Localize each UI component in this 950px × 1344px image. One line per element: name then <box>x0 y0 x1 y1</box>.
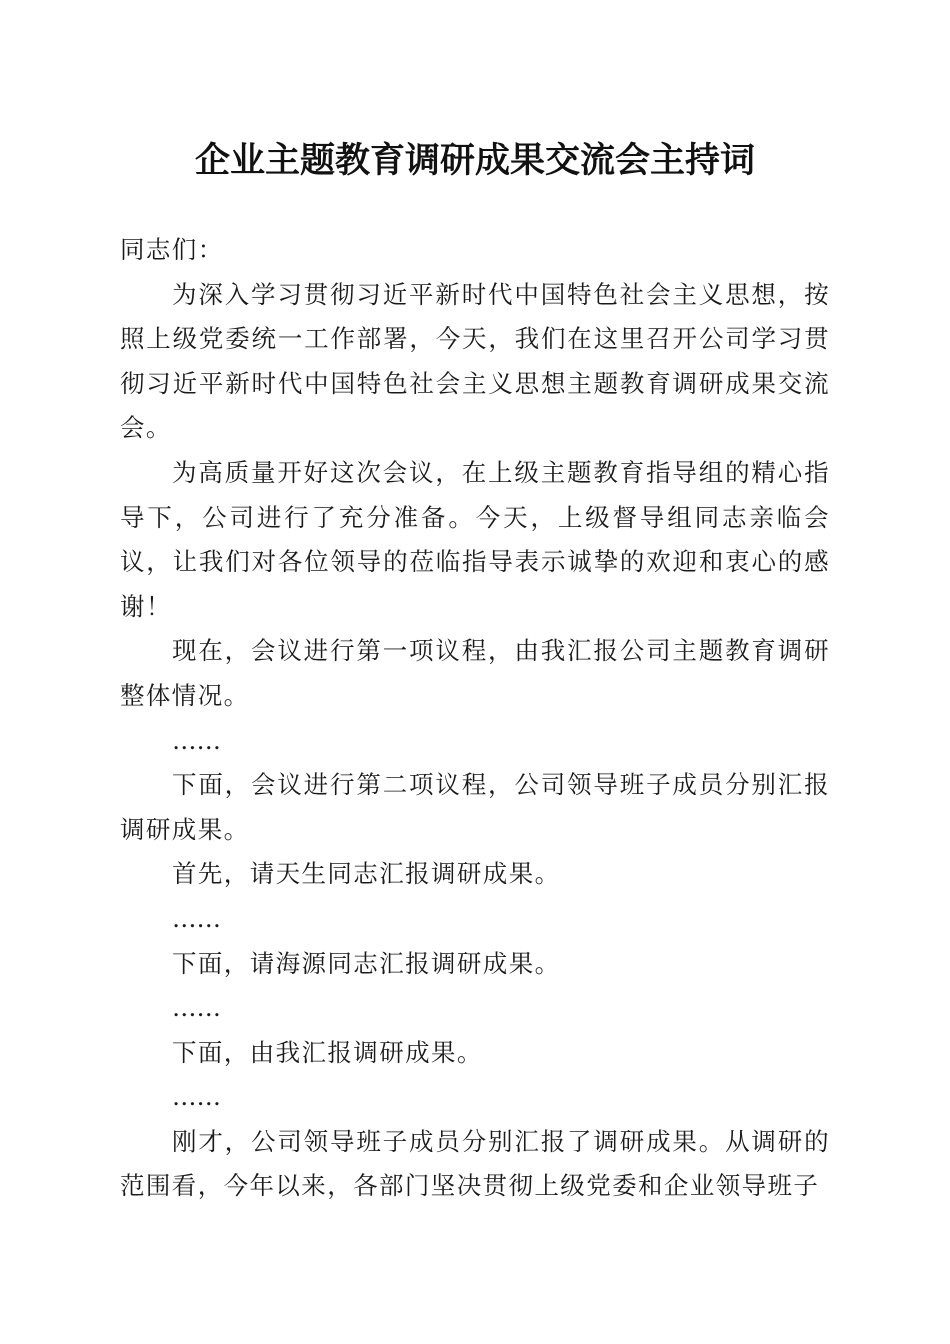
paragraph-agenda-two: 下面，会议进行第二项议程，公司领导班子成员分别汇报调研成果。 <box>120 770 830 844</box>
paragraph-agenda-one: 现在，会议进行第一项议程，由我汇报公司主题教育调研整体情况。 <box>120 636 830 710</box>
ellipsis-1: …… <box>172 725 221 755</box>
document-title: 企业主题教育调研成果交流会主持词 <box>194 140 755 181</box>
ellipsis-4: …… <box>172 1082 221 1112</box>
document-body <box>120 228 830 1209</box>
ellipsis-2: …… <box>172 903 221 933</box>
paragraph-second-speaker: 下面，请海源同志汇报调研成果。 <box>172 948 561 978</box>
paragraph-first-speaker: 首先，请天生同志汇报调研成果。 <box>172 859 561 889</box>
salutation: 同志们： <box>120 235 224 264</box>
ellipsis-3: …… <box>172 993 221 1023</box>
paragraph-welcome: 为高质量开好这次会议，在上级主题教育指导组的精心指导下，公司进行了充分准备。今天，上级督导组同志亲临会议，让我们对各位领导的莅临指导表示诚挚的欢迎和衷心的感谢！ <box>120 457 830 621</box>
paragraph-intro: 为深入学习贯彻习近平新时代中国特色社会主义思想，按照上级党委统一工作部署，今天，我们在这里召开公司学习贯彻习近平新时代中国特色社会主义思想主题教育调研成果交流会。 <box>120 279 830 443</box>
paragraph-summary: 刚才，公司领导班子成员分别汇报了调研成果。从调研的范围看，今年以来，各部门坚决贯彻上级党委和企业领导班子 <box>120 1126 830 1201</box>
paragraph-host-report: 下面，由我汇报调研成果。 <box>172 1037 483 1067</box>
